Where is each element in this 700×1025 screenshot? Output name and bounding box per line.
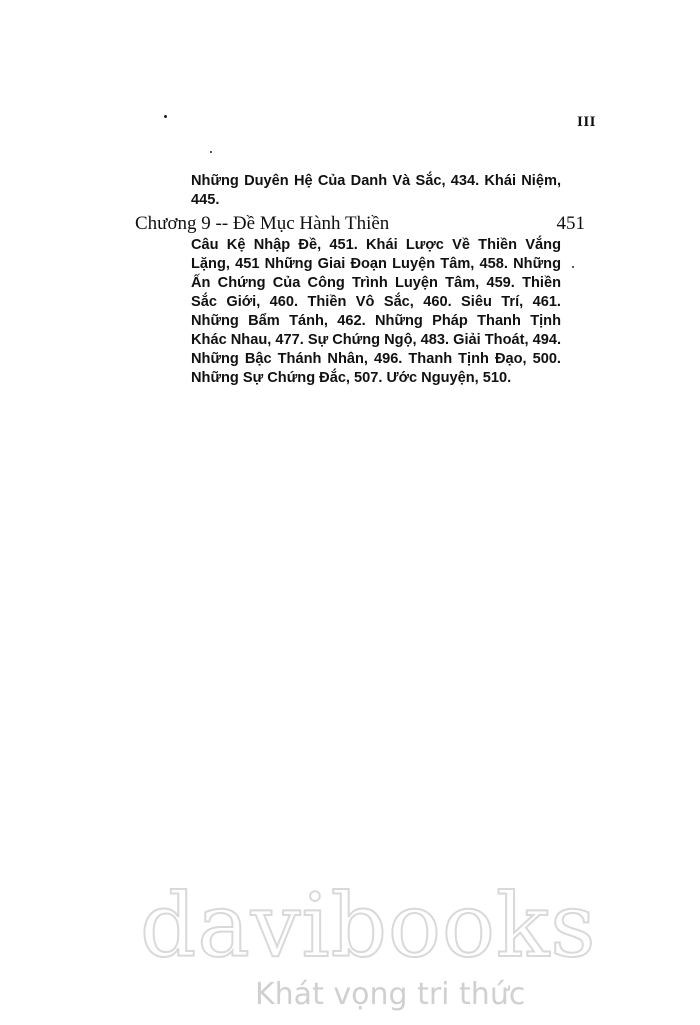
scan-speck [164,115,167,118]
watermark-tagline: Khát vọng tri thức [255,977,526,1012]
chapter-page-number: 451 [556,213,585,234]
chapter-heading-row [135,212,585,236]
table-of-contents [135,172,585,388]
toc-continuation-entry: Những Duyên Hệ Của Danh Và Sắc, 434. Khái Niệm, 445. [191,173,561,208]
scan-speck [210,151,212,153]
page-number: III [576,114,596,130]
watermark-logo: davibooks [140,874,597,977]
chapter-title: Chương 9 -- Đề Mục Hành Thiền [135,213,390,234]
chapter-entries: Câu Kệ Nhập Đề, 451. Khái Lược Về Thiền Vắng Lặng, 451 Những Giai Đoạn Luyện Tâm, 458. Những Ấn Chứng Của Công Trình Luyện Tâm, 459. Thiền Sắc Giới, 460. Thiền Vô Sắc, 460. Siêu Trí, 461. Những Bẩm Tánh, 462. Những Pháp Thanh Tịnh Khác Nhau, 477. Sự Chứng Ngộ, 483. Giải Thoát, 494. Những Bậc Thánh Nhân, 496. Thanh Tịnh Đạo, 500. Những Sự Chứng Đắc, 507. Ước Nguyện, 510. [191,237,561,386]
